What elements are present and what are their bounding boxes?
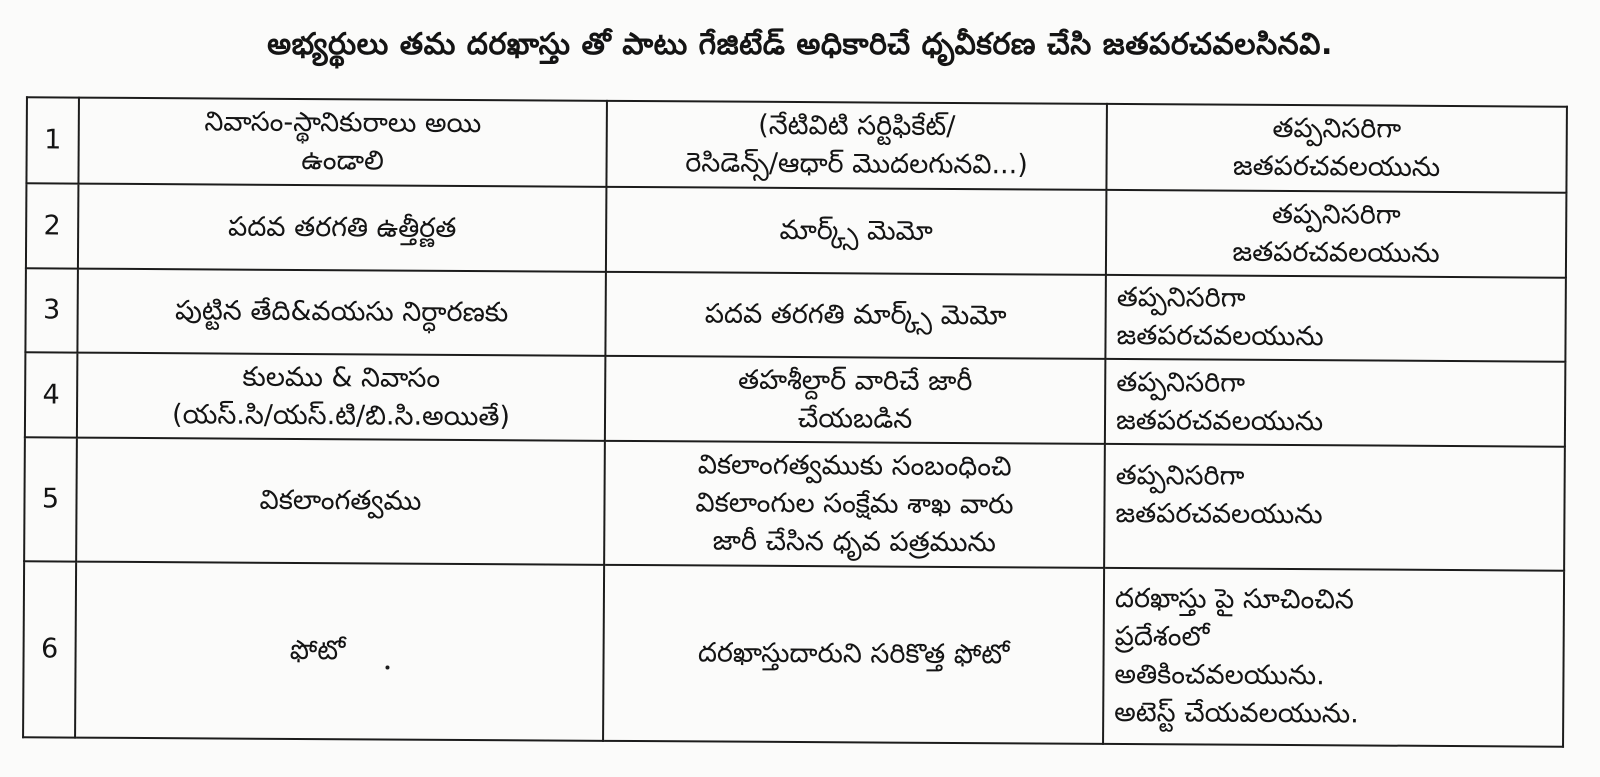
remark-line: తప్పనిసరిగా	[1272, 112, 1402, 145]
document-line: మార్క్స్ మెమో	[779, 214, 933, 247]
table-row	[26, 183, 1566, 277]
requirement-line: ఫోటో	[289, 634, 346, 667]
document-cell	[605, 356, 1106, 444]
row-number: 4	[25, 352, 78, 437]
document-line: (నేటివిటి సర్టిఫికేట్/	[758, 109, 956, 142]
remark-line: తప్పనిసరిగా	[1116, 366, 1246, 399]
remark-line: తప్పనిసరిగా	[1115, 459, 1245, 492]
remark-line: ప్రదేశంలో	[1114, 620, 1210, 653]
remark-line: జతపరచవలయును	[1115, 404, 1324, 437]
remark-cell	[1105, 359, 1566, 447]
document-line: తహశీల్దార్ వారిచే జారీ	[738, 364, 973, 397]
requirement-cell	[77, 269, 606, 356]
remark-line: తప్పనిసరిగా	[1116, 281, 1246, 314]
document-line: దరఖాస్తుదారుని సరికొత్త ఫోటో	[697, 637, 1010, 671]
requirement-line: పదవ తరగతి ఉత్తీర్ణత	[227, 211, 457, 244]
table-row	[24, 437, 1565, 570]
remark-line: జతపరచవలయును	[1116, 319, 1324, 353]
requirement-line: ఉండాలి	[301, 144, 384, 177]
requirement-line: (యస్.సి/యస్.టి/బి.సి.అయితే)	[172, 398, 511, 432]
remark-cell	[1104, 444, 1565, 571]
row-number: 1	[26, 97, 79, 183]
document-cell	[603, 565, 1104, 744]
row-number: 3	[25, 268, 78, 352]
requirement-cell	[77, 353, 606, 441]
remark-line: జతపరచవలయును	[1232, 236, 1440, 269]
document-cell	[606, 187, 1107, 275]
requirement-line: కులము & నివాసం	[242, 361, 441, 394]
remark-line: తప్పనిసరిగా	[1271, 198, 1401, 231]
document-line: పదవ తరగతి మార్క్స్ మెమో	[704, 298, 1007, 332]
document-cell	[605, 272, 1106, 359]
document-line: రెసిడెన్స్/ఆధార్ మొదలగునవి...)	[685, 147, 1028, 181]
row-number: 6	[23, 561, 76, 737]
requirement-line: నివాసం-స్థానికురాలు అయి	[204, 106, 482, 140]
remark-line: జతపరచవలయును	[1115, 497, 1323, 531]
document-cell	[606, 101, 1107, 190]
remark-line: అతికించవలయును.	[1114, 658, 1325, 692]
ink-dot	[385, 666, 389, 670]
requirement-cell	[78, 98, 607, 187]
remark-cell	[1106, 190, 1567, 278]
remark-cell	[1106, 104, 1567, 193]
remark-cell	[1103, 568, 1564, 747]
remark-line: అటెస్ట్ చేయవలయును.	[1114, 696, 1359, 730]
document-line: వికలాంగత్వముకు సంబంధించి	[697, 449, 1012, 483]
requirement-line: పుట్టిన తేది&వయసు నిర్ధారణకు	[174, 295, 509, 329]
remark-line: జతపరచవలయును	[1232, 150, 1441, 183]
table-row	[23, 561, 1564, 746]
document-cell	[604, 441, 1105, 568]
table-row	[26, 97, 1566, 192]
row-number: 5	[24, 437, 77, 561]
document-line: చేయబడిన	[797, 402, 913, 435]
requirement-cell	[76, 438, 605, 565]
row-number: 2	[26, 183, 79, 268]
requirements-table	[22, 96, 1568, 747]
requirement-cell	[78, 184, 607, 272]
table-row	[25, 352, 1565, 446]
remark-cell	[1105, 275, 1566, 362]
document-line: జారీ చేసిన ధృవ పత్రమును	[712, 525, 996, 559]
page-heading: అభ్యర్థులు తమ దరఖాస్తు తో పాటు గేజిటేడ్ అధికారిచే ధృవీకరణ చేసి జతపరచవలసినవి.	[267, 27, 1333, 62]
document-line: వికలాంగుల సంక్షేమ శాఖ వారు	[695, 487, 1014, 521]
table-row	[25, 268, 1565, 361]
remark-line: దరఖాస్తు పై సూచించిన	[1114, 582, 1355, 616]
requirement-line: వికలాంగత్వము	[259, 484, 422, 517]
requirement-cell	[75, 562, 604, 741]
